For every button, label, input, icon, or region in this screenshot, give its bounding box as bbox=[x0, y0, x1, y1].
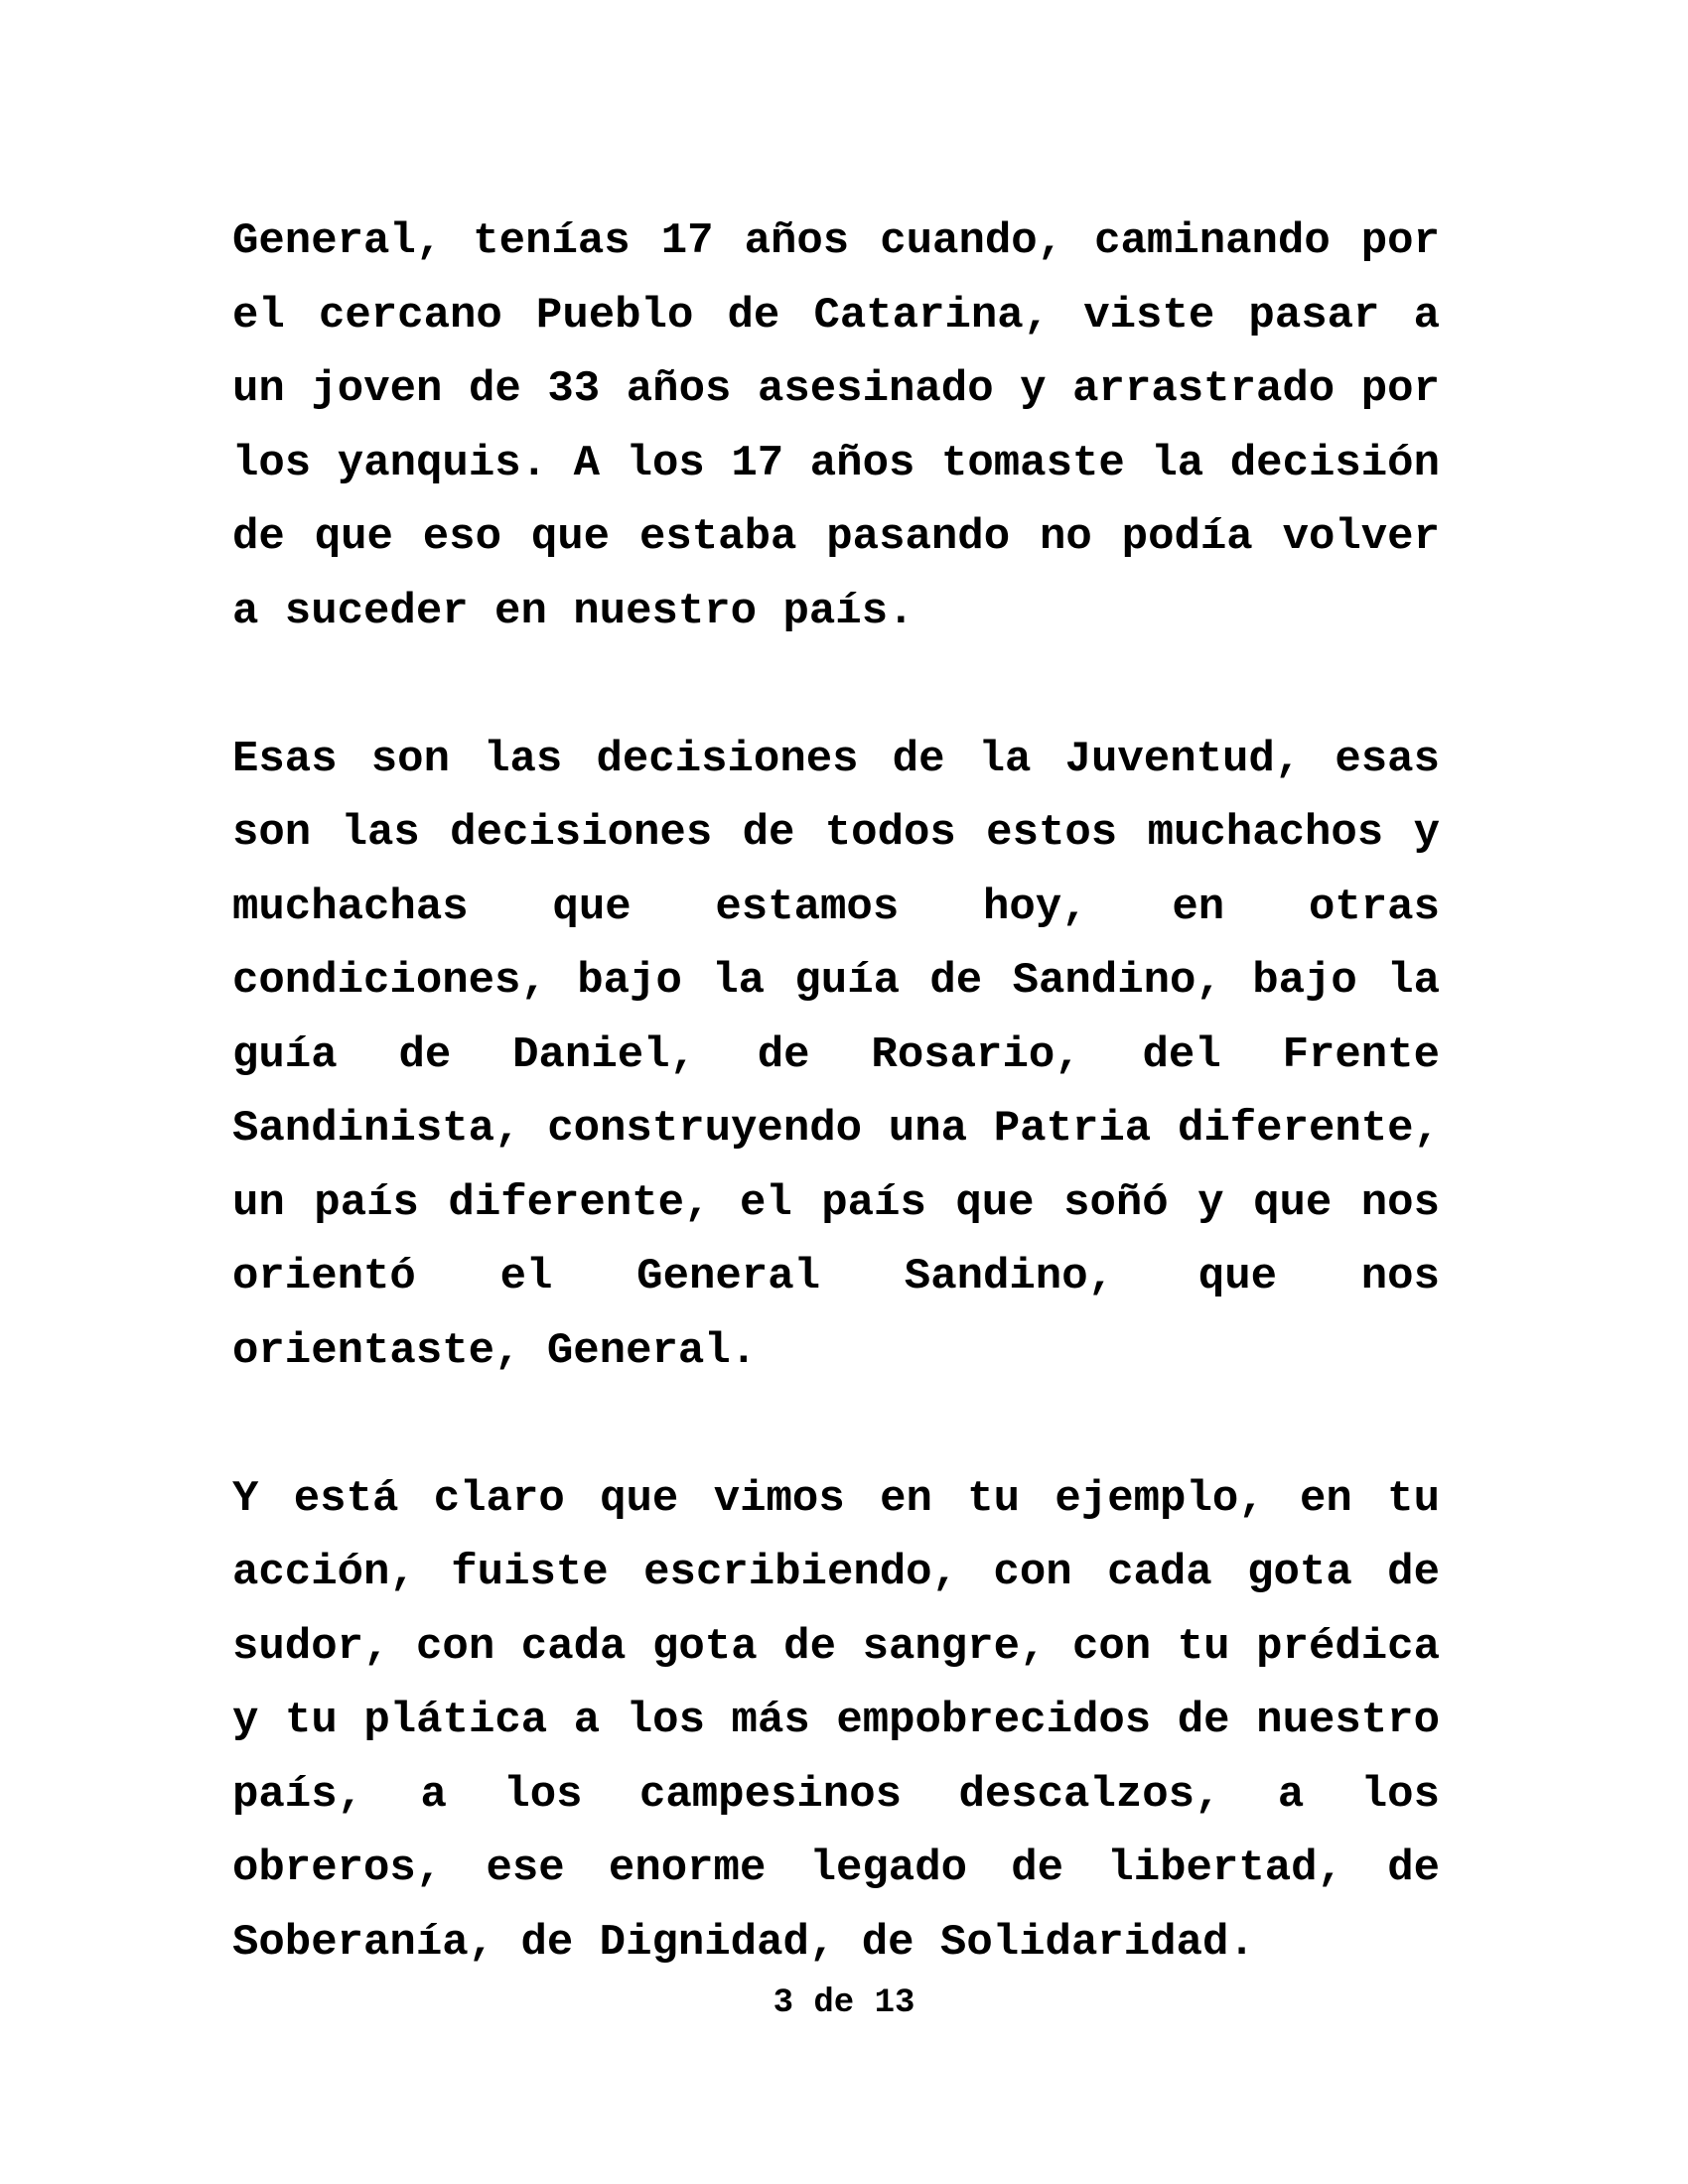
paragraph-3: Y está claro que vimos en tu ejemplo, en tu acción, fuiste escribiendo, con cada gota de sudor, con cada gota de sangre, con tu prédica y tu plática a los más empobrecidos de nuestro país, a los campesinos descalzos, a los obreros, ese enorme legado de libertad, de Soberanía, de Dignidad, de Solidaridad. bbox=[232, 1473, 1440, 1968]
paragraph-1: General, tenías 17 años cuando, caminando por el cercano Pueblo de Catarina, viste pasar a un joven de 33 años asesinado y arrastrado por los yanquis. A los 17 años tomaste la decisión de que eso que estaba pasando no podía volver a suceder en nuestro país. bbox=[232, 216, 1440, 636]
paragraph-2: Esas son las decisiones de la Juventud, esas son las decisiones de todos estos muchachos y muchachas que estamos hoy, en otras condiciones, bajo la guía de Sandino, bajo la guía de Daniel, de Rosario, del Frente Sandinista, construyendo una Patria diferente, un país diferente, el país que soñó y que nos orientó el General Sandino, que nos orientaste, General. bbox=[232, 734, 1440, 1376]
document-body bbox=[232, 205, 1440, 1979]
page-number: 3 de 13 bbox=[773, 1984, 915, 2022]
